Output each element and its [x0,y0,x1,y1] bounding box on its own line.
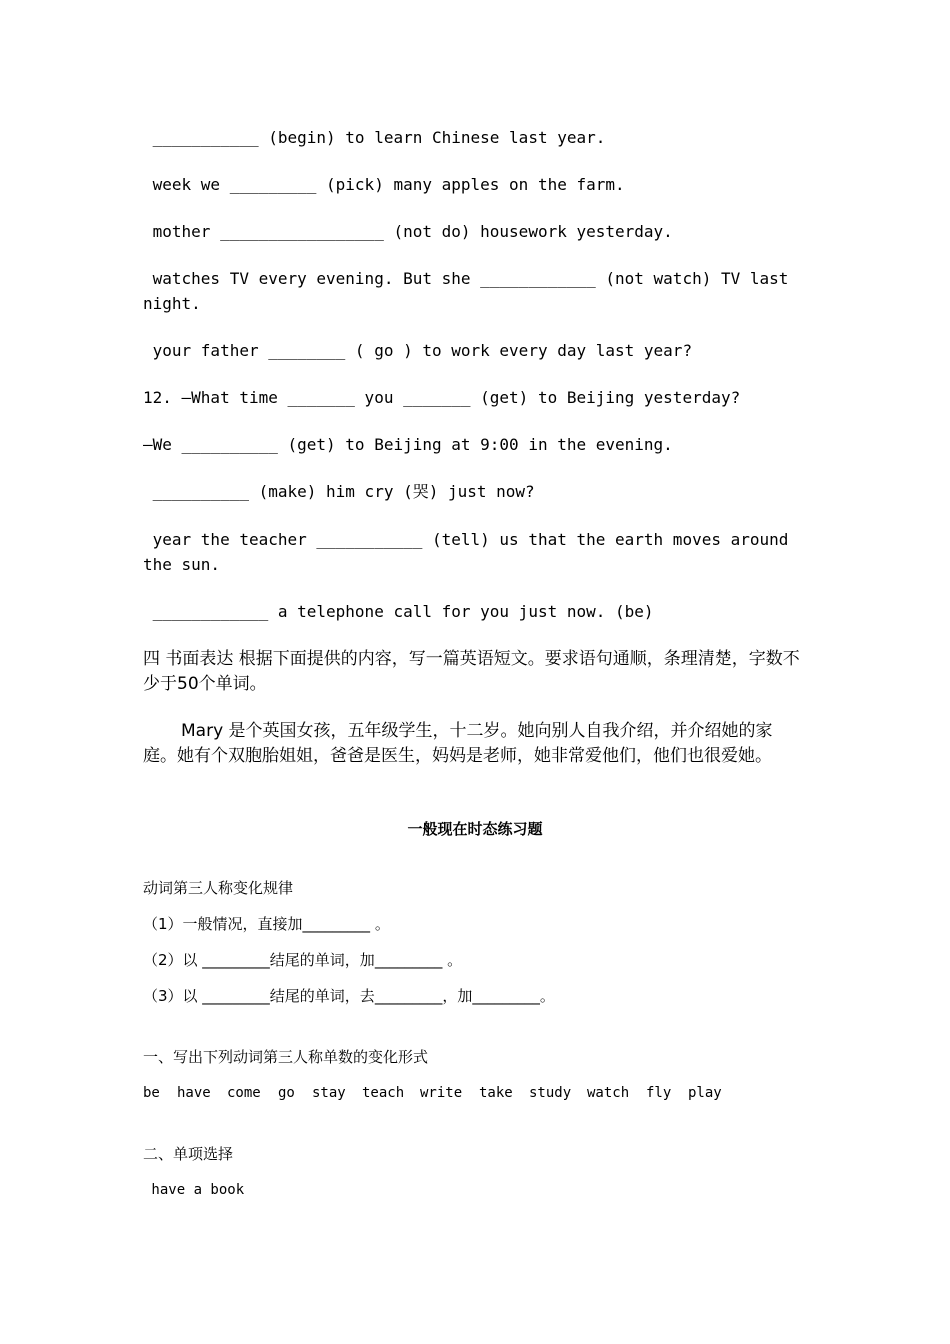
part1-heading: 一、写出下列动词第三人称单数的变化形式 [143,1048,429,1066]
exercise-line: watches TV every evening. But she ____________ (not watch) TV last [143,269,789,288]
section-title: 一般现在时态练习题 [407,820,543,838]
exercise-line: week we _________ (pick) many apples on the farm. [143,175,625,194]
part2-heading: 二、单项选择 [143,1145,234,1163]
rules-heading: 动词第三人称变化规律 [143,879,294,897]
exercise-line: your father ________ ( go ) to work every day last year? [143,341,693,360]
verb-item: fly [646,1085,672,1101]
verb-item: take [479,1085,513,1101]
rule-item: （2）以 _________结尾的单词，加_________ 。 [143,951,463,969]
exercise-line: year the teacher ___________ (tell) us that the earth moves around [143,530,789,549]
verb-item: write [420,1085,463,1101]
exercise-line: ___________ (begin) to learn Chinese last year. [143,128,606,147]
exercise-line-continuation: the sun. [143,555,221,574]
rule-item: （3）以 _________结尾的单词，去_________，加_________。 [143,987,555,1005]
verb-item: go [278,1085,295,1101]
exercise-line: __________ (make) him cry (哭) just now? [143,482,535,501]
verb-item: study [529,1085,572,1101]
exercise-line: —We __________ (get) to Beijing at 9:00 in the evening. [143,435,673,454]
rule-item: （1）一般情况，直接加_________ 。 [143,915,390,933]
verb-item: stay [312,1085,346,1101]
exercise-line: mother _________________ (not do) housework yesterday. [143,222,673,241]
verb-item: come [227,1085,261,1101]
exercise-line-continuation: night. [143,294,201,313]
question-line: have a book [143,1182,245,1198]
exercise-line: 12. —What time _______ you _______ (get) to Beijing yesterday? [143,388,741,407]
verb-item: have [177,1085,211,1101]
writing-heading: 四 书面表达 根据下面提供的内容，写一篇英语短文。要求语句通顺，条理清楚，字数不少于50个单词。 [143,649,800,694]
verb-item: be [143,1085,160,1101]
verb-list [143,1082,843,1104]
exercise-line: ____________ a telephone call for you just now. (be) [143,602,654,621]
verb-item: watch [587,1085,630,1101]
writing-prompt: Mary 是个英国女孩，五年级学生，十二岁。她向别人自我介绍，并介绍她的家庭。她有个双胞胎姐姐，爸爸是医生，妈妈是老师，她非常爱他们，他们也很爱她。 [143,721,773,766]
verb-item: teach [362,1085,405,1101]
verb-item: play [688,1085,722,1101]
